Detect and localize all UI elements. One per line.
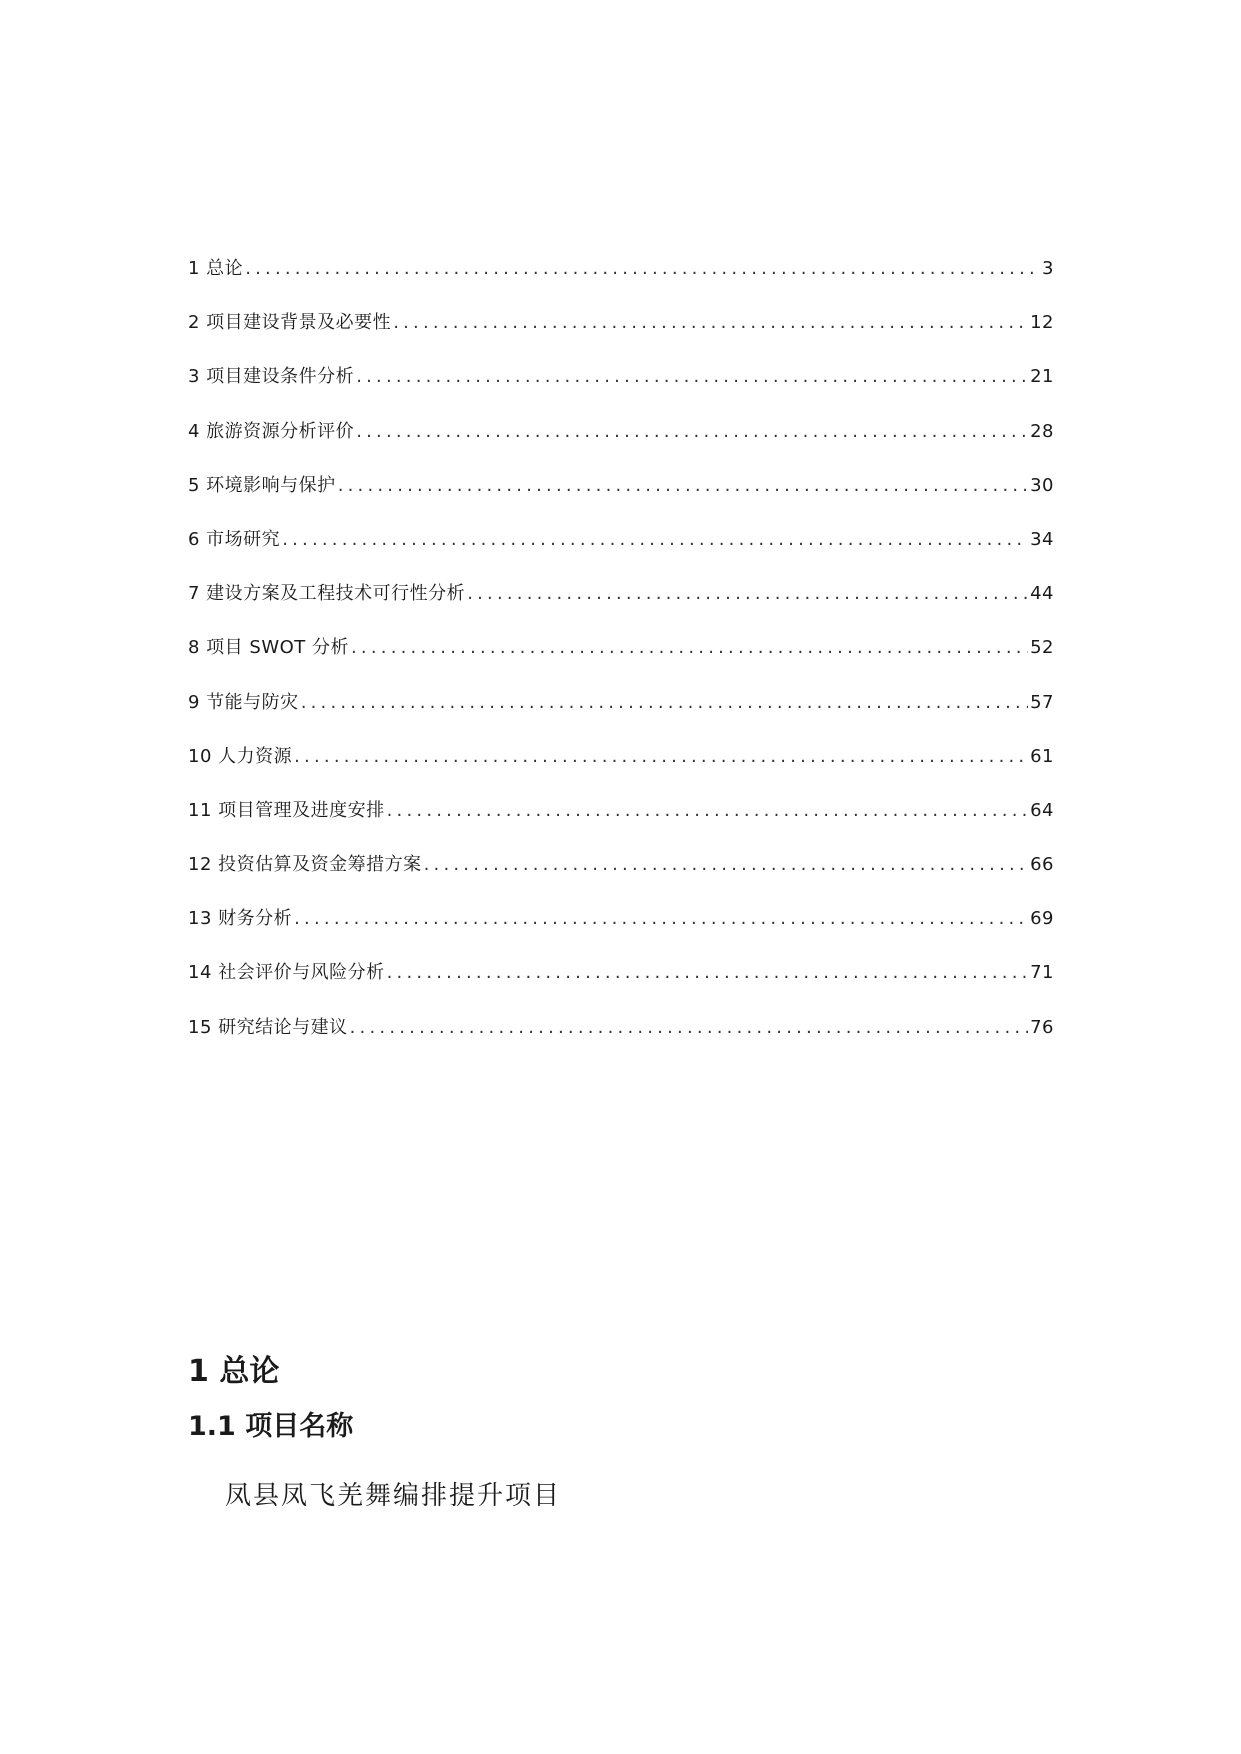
toc-entry-9[interactable]	[188, 690, 1054, 744]
toc-entry-page: 30	[1030, 474, 1054, 496]
toc-entry-label: 2 项目建设背景及必要性	[188, 312, 392, 334]
section-subheading: 1.1 项目名称	[188, 1411, 354, 1442]
section-heading: 1 总论	[188, 1354, 280, 1389]
toc-leader-dots	[245, 256, 1040, 282]
toc-leader-dots	[294, 906, 1028, 932]
toc-entry-15[interactable]	[188, 1015, 1054, 1069]
toc-entry-12[interactable]	[188, 852, 1054, 906]
toc-leader-dots	[294, 744, 1028, 770]
toc-entry-page: 57	[1030, 691, 1054, 713]
toc-entry-5[interactable]	[188, 473, 1054, 527]
toc-entry-label: 1 总论	[188, 258, 244, 279]
toc-leader-dots	[387, 798, 1028, 824]
toc-entry-2[interactable]	[188, 310, 1054, 364]
toc-entry-page: 64	[1030, 799, 1054, 821]
toc-entry-page: 44	[1030, 583, 1054, 605]
toc-entry-label: 7 建设方案及工程技术可行性分析	[188, 583, 466, 605]
toc-entry-3[interactable]	[188, 364, 1054, 418]
toc-leader-dots	[356, 364, 1028, 390]
toc-entry-label: 15 研究结论与建议	[188, 1016, 348, 1038]
toc-leader-dots	[301, 690, 1028, 716]
toc-entry-label: 8 项目 SWOT 分析	[188, 637, 350, 659]
toc-entry-label: 13 财务分析	[188, 908, 293, 930]
toc-entry-page: 66	[1030, 854, 1054, 876]
toc-entry-13[interactable]	[188, 906, 1054, 960]
toc-entry-label: 12 投资估算及资金筹措方案	[188, 854, 422, 876]
toc-entry-page: 21	[1030, 366, 1054, 388]
toc-entry-page: 61	[1030, 745, 1054, 767]
toc-entry-7[interactable]	[188, 581, 1054, 635]
toc-entry-page: 76	[1030, 1016, 1054, 1038]
toc-entry-label: 3 项目建设条件分析	[188, 366, 355, 388]
toc-leader-dots	[387, 960, 1028, 986]
toc-entry-1[interactable]	[188, 256, 1054, 310]
toc-leader-dots	[356, 419, 1028, 445]
toc-entry-page: 69	[1030, 908, 1054, 930]
project-name-text: 凤县凤飞羌舞编排提升项目	[225, 1481, 562, 1511]
toc-entry-11[interactable]	[188, 798, 1054, 852]
toc-entry-10[interactable]	[188, 744, 1054, 798]
toc-leader-dots	[424, 852, 1028, 878]
toc-leader-dots	[351, 635, 1028, 661]
toc-entry-page: 71	[1030, 962, 1054, 984]
toc-leader-dots	[350, 1015, 1028, 1041]
toc-entry-14[interactable]	[188, 960, 1054, 1014]
toc-entry-page: 3	[1042, 258, 1054, 279]
toc-entry-page: 52	[1030, 637, 1054, 659]
toc-leader-dots	[338, 473, 1028, 499]
toc-entry-label: 14 社会评价与风险分析	[188, 962, 385, 984]
toc-leader-dots	[282, 527, 1028, 553]
toc-entry-8[interactable]	[188, 635, 1054, 689]
toc-entry-6[interactable]	[188, 527, 1054, 581]
toc-entry-label: 4 旅游资源分析评价	[188, 420, 355, 442]
toc-leader-dots	[467, 581, 1028, 607]
toc-entry-4[interactable]	[188, 419, 1054, 473]
toc-entry-label: 10 人力资源	[188, 745, 293, 767]
toc-entry-page: 28	[1030, 420, 1054, 442]
table-of-contents	[188, 256, 1054, 1069]
toc-leader-dots	[393, 310, 1028, 336]
toc-entry-label: 6 市场研究	[188, 528, 281, 550]
toc-entry-label: 11 项目管理及进度安排	[188, 799, 385, 821]
toc-entry-label: 5 环境影响与保护	[188, 474, 336, 496]
toc-entry-page: 12	[1030, 312, 1054, 334]
toc-entry-page: 34	[1030, 528, 1054, 550]
toc-entry-label: 9 节能与防灾	[188, 691, 299, 713]
